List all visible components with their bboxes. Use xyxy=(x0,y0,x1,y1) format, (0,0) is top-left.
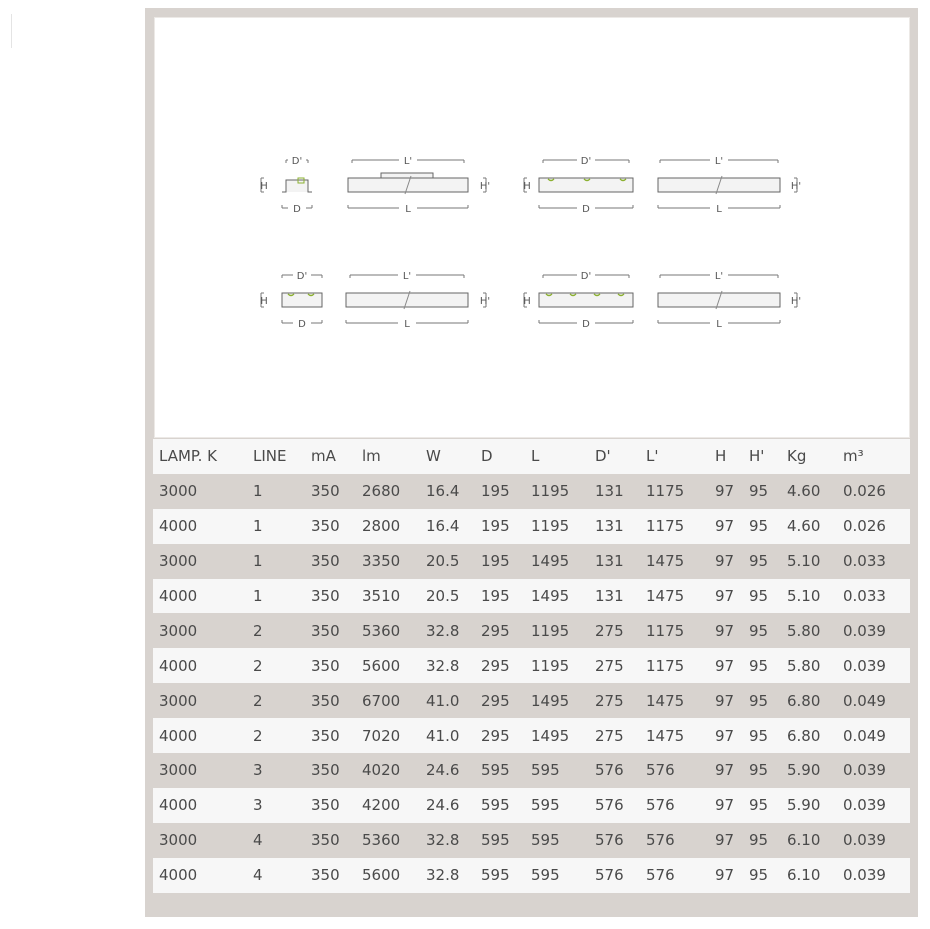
table-cell: 41.0 xyxy=(426,726,460,745)
column-header: m³ xyxy=(843,447,864,466)
table-cell: 1475 xyxy=(646,587,685,605)
table-cell: 3350 xyxy=(362,552,401,571)
table-cell: 576 xyxy=(595,831,624,850)
table-cell: 4000 xyxy=(159,656,198,675)
column-header: D xyxy=(481,447,493,466)
table-cell: 0.039 xyxy=(843,796,886,815)
table-cell: 0.026 xyxy=(843,482,886,501)
table-cell: 97 xyxy=(715,691,735,710)
table-cell: 95 xyxy=(749,761,769,780)
table-cell: 32.8 xyxy=(426,831,460,850)
table-cell: 295 xyxy=(481,726,510,745)
table-cell: 5.10 xyxy=(787,587,821,605)
table-cell: 4200 xyxy=(362,796,401,815)
table-cell: 2 xyxy=(253,691,263,710)
table-cell: 576 xyxy=(595,761,624,780)
table-cell: 1475 xyxy=(646,552,685,571)
table-cell: 195 xyxy=(481,482,510,501)
table-cell: 1195 xyxy=(531,656,570,675)
table-cell: 195 xyxy=(481,552,510,571)
table-cell: 350 xyxy=(311,831,340,850)
table-cell: 16.4 xyxy=(426,482,460,501)
table-cell: 97 xyxy=(715,726,735,745)
column-header: lm xyxy=(362,447,381,466)
window-edge-mark xyxy=(8,14,12,48)
table-cell: 5.80 xyxy=(787,621,821,640)
table-cell: 1495 xyxy=(531,691,570,710)
table-cell: 97 xyxy=(715,796,735,815)
table-cell: 97 xyxy=(715,761,735,780)
inner-width-dimension: D' xyxy=(580,271,592,282)
table-cell: 1175 xyxy=(646,482,685,501)
table-cell: 131 xyxy=(595,587,624,605)
table-cell: 3000 xyxy=(159,761,198,780)
inner-width-dimension: D' xyxy=(296,271,308,282)
table-cell: 275 xyxy=(595,691,624,710)
table-cell: 6.10 xyxy=(787,831,821,850)
table-cell: 131 xyxy=(595,517,624,536)
table-cell: 1495 xyxy=(531,587,570,605)
table-cell: 576 xyxy=(646,866,675,885)
table-cell: 1495 xyxy=(531,552,570,571)
width-dimension: D xyxy=(298,319,306,330)
table-cell: 97 xyxy=(715,866,735,885)
length-dimension: L xyxy=(716,319,722,330)
table-cell: 131 xyxy=(595,552,624,571)
table-cell: 1175 xyxy=(646,517,685,536)
table-cell: 0.049 xyxy=(843,726,886,745)
table-cell: 24.6 xyxy=(426,761,460,780)
table-cell: 295 xyxy=(481,621,510,640)
table-cell: 3000 xyxy=(159,552,198,571)
table-row xyxy=(153,788,910,823)
column-header: Kg xyxy=(787,447,807,466)
table-cell: 595 xyxy=(531,866,560,885)
table-cell: 1495 xyxy=(531,726,570,745)
table-cell: 95 xyxy=(749,517,769,536)
table-cell: 0.039 xyxy=(843,656,886,675)
height-dimension: H xyxy=(523,181,531,192)
table-cell: 1 xyxy=(253,482,263,501)
table-cell: 6.80 xyxy=(787,726,821,745)
table-cell: 275 xyxy=(595,656,624,675)
table-cell: 576 xyxy=(595,796,624,815)
table-cell: 5600 xyxy=(362,656,401,675)
table-cell: 97 xyxy=(715,482,735,501)
column-header: LAMP. K xyxy=(159,447,217,466)
height-prime-dimension: H' xyxy=(790,181,802,192)
table-cell: 576 xyxy=(595,866,624,885)
table-cell: 41.0 xyxy=(426,691,460,710)
table-cell: 350 xyxy=(311,517,340,536)
table-cell: 3000 xyxy=(159,691,198,710)
table-cell: 5600 xyxy=(362,866,401,885)
table-cell: 3000 xyxy=(159,482,198,501)
height-prime-dimension: H' xyxy=(479,181,491,192)
table-cell: 95 xyxy=(749,831,769,850)
inner-width-dimension: D' xyxy=(291,156,303,167)
table-cell: 1195 xyxy=(531,621,570,640)
table-cell: 1175 xyxy=(646,621,685,640)
table-cell: 350 xyxy=(311,866,340,885)
table-cell: 0.039 xyxy=(843,831,886,850)
dimension-diagram-box xyxy=(154,17,910,438)
table-cell: 2680 xyxy=(362,482,401,501)
table-cell: 0.026 xyxy=(843,517,886,536)
table-cell: 195 xyxy=(481,517,510,536)
table-cell: 4020 xyxy=(362,761,401,780)
table-row xyxy=(153,509,910,544)
table-cell: 1475 xyxy=(646,691,685,710)
table-cell: 97 xyxy=(715,656,735,675)
table-cell: 4000 xyxy=(159,796,198,815)
table-cell: 95 xyxy=(749,482,769,501)
table-cell: 5.10 xyxy=(787,552,821,571)
table-cell: 32.8 xyxy=(426,621,460,640)
table-cell: 97 xyxy=(715,621,735,640)
table-cell: 350 xyxy=(311,761,340,780)
table-row xyxy=(153,753,910,788)
table-cell: 1475 xyxy=(646,726,685,745)
table-cell: 3000 xyxy=(159,831,198,850)
table-cell: 1 xyxy=(253,552,263,571)
width-dimension: D xyxy=(582,319,590,330)
table-cell: 6.80 xyxy=(787,691,821,710)
inner-length-dimension: L' xyxy=(714,271,724,282)
table-cell: 95 xyxy=(749,796,769,815)
table-cell: 5360 xyxy=(362,621,401,640)
table-cell: 595 xyxy=(481,796,510,815)
table-cell: 32.8 xyxy=(426,656,460,675)
column-header: LINE xyxy=(253,447,287,466)
table-cell: 4000 xyxy=(159,726,198,745)
table-row xyxy=(153,718,910,753)
table-cell: 195 xyxy=(481,587,510,605)
inner-length-dimension: L' xyxy=(714,156,724,167)
table-cell: 32.8 xyxy=(426,866,460,885)
table-cell: 16.4 xyxy=(426,517,460,536)
table-cell: 1 xyxy=(253,587,263,605)
column-header: L xyxy=(531,447,540,466)
table-cell: 3 xyxy=(253,796,263,815)
table-cell: 350 xyxy=(311,796,340,815)
table-cell: 0.049 xyxy=(843,691,886,710)
table-cell: 0.033 xyxy=(843,587,886,605)
cross-section-profile xyxy=(282,293,322,307)
inner-length-dimension: L' xyxy=(403,156,413,167)
dimension-diagrams xyxy=(155,18,909,437)
height-dimension: H xyxy=(523,296,531,307)
length-dimension: L xyxy=(716,204,722,215)
table-cell: 97 xyxy=(715,587,735,605)
table-cell: 2 xyxy=(253,621,263,640)
table-cell: 295 xyxy=(481,691,510,710)
height-dimension: H xyxy=(260,296,268,307)
table-cell: 275 xyxy=(595,726,624,745)
table-cell: 0.033 xyxy=(843,552,886,571)
table-cell: 24.6 xyxy=(426,796,460,815)
column-header: L' xyxy=(646,447,659,466)
column-header: D' xyxy=(595,447,611,466)
table-cell: 350 xyxy=(311,587,340,605)
table-cell: 4.60 xyxy=(787,517,821,536)
table-cell: 95 xyxy=(749,621,769,640)
table-cell: 3510 xyxy=(362,587,401,605)
inner-length-dimension: L' xyxy=(402,271,412,282)
table-cell: 595 xyxy=(481,866,510,885)
table-cell: 576 xyxy=(646,796,675,815)
table-cell: 350 xyxy=(311,691,340,710)
table-cell: 595 xyxy=(481,761,510,780)
table-cell: 0.039 xyxy=(843,761,886,780)
table-cell: 4.60 xyxy=(787,482,821,501)
table-row xyxy=(153,613,910,648)
table-cell: 0.039 xyxy=(843,866,886,885)
table-cell: 20.5 xyxy=(426,587,460,605)
side-view-cover xyxy=(381,173,433,178)
table-cell: 576 xyxy=(646,831,675,850)
table-cell: 4000 xyxy=(159,517,198,536)
table-cell: 5.90 xyxy=(787,796,821,815)
table-cell: 0.039 xyxy=(843,621,886,640)
length-dimension: L xyxy=(405,204,411,215)
table-cell: 595 xyxy=(531,796,560,815)
height-prime-dimension: H' xyxy=(790,296,802,307)
table-cell: 131 xyxy=(595,482,624,501)
table-cell: 4000 xyxy=(159,866,198,885)
column-header: mA xyxy=(311,447,336,466)
table-cell: 2 xyxy=(253,656,263,675)
table-cell: 6.10 xyxy=(787,866,821,885)
table-cell: 2 xyxy=(253,726,263,745)
table-row xyxy=(153,823,910,858)
table-row xyxy=(153,648,910,683)
table-cell: 97 xyxy=(715,517,735,536)
product-spec-panel xyxy=(145,8,918,917)
table-cell: 4 xyxy=(253,866,263,885)
height-prime-dimension: H' xyxy=(479,296,491,307)
table-cell: 95 xyxy=(749,691,769,710)
table-cell: 4 xyxy=(253,831,263,850)
column-header: H' xyxy=(749,447,765,466)
table-cell: 1195 xyxy=(531,482,570,501)
table-cell: 6700 xyxy=(362,691,401,710)
column-header: H xyxy=(715,447,727,466)
table-cell: 95 xyxy=(749,726,769,745)
table-cell: 3000 xyxy=(159,621,198,640)
table-cell: 595 xyxy=(481,831,510,850)
width-dimension: D xyxy=(293,204,301,215)
table-cell: 275 xyxy=(595,621,624,640)
table-cell: 595 xyxy=(531,761,560,780)
table-cell: 97 xyxy=(715,831,735,850)
table-row xyxy=(153,544,910,579)
table-cell: 595 xyxy=(531,831,560,850)
table-cell: 95 xyxy=(749,552,769,571)
height-dimension: H xyxy=(260,181,268,192)
width-dimension: D xyxy=(582,204,590,215)
table-row xyxy=(153,858,910,893)
table-row xyxy=(153,474,910,509)
inner-width-dimension: D' xyxy=(580,156,592,167)
table-cell: 350 xyxy=(311,552,340,571)
table-cell: 350 xyxy=(311,482,340,501)
column-header: W xyxy=(426,447,441,466)
table-cell: 350 xyxy=(311,621,340,640)
table-cell: 2800 xyxy=(362,517,401,536)
cross-section-profile xyxy=(282,180,312,192)
table-cell: 1195 xyxy=(531,517,570,536)
table-cell: 295 xyxy=(481,656,510,675)
table-cell: 1175 xyxy=(646,656,685,675)
table-row xyxy=(153,683,910,718)
table-cell: 95 xyxy=(749,656,769,675)
table-cell: 350 xyxy=(311,726,340,745)
table-cell: 95 xyxy=(749,587,769,605)
table-cell: 3 xyxy=(253,761,263,780)
table-cell: 97 xyxy=(715,552,735,571)
table-cell: 5.90 xyxy=(787,761,821,780)
length-dimension: L xyxy=(404,319,410,330)
table-cell: 20.5 xyxy=(426,552,460,571)
table-cell: 95 xyxy=(749,866,769,885)
spec-table xyxy=(153,439,910,893)
table-cell: 4000 xyxy=(159,587,198,605)
table-cell: 350 xyxy=(311,656,340,675)
table-cell: 7020 xyxy=(362,726,401,745)
table-cell: 576 xyxy=(646,761,675,780)
table-row xyxy=(153,579,910,614)
table-cell: 5360 xyxy=(362,831,401,850)
table-header-row xyxy=(153,439,910,474)
table-cell: 1 xyxy=(253,517,263,536)
table-cell: 5.80 xyxy=(787,656,821,675)
